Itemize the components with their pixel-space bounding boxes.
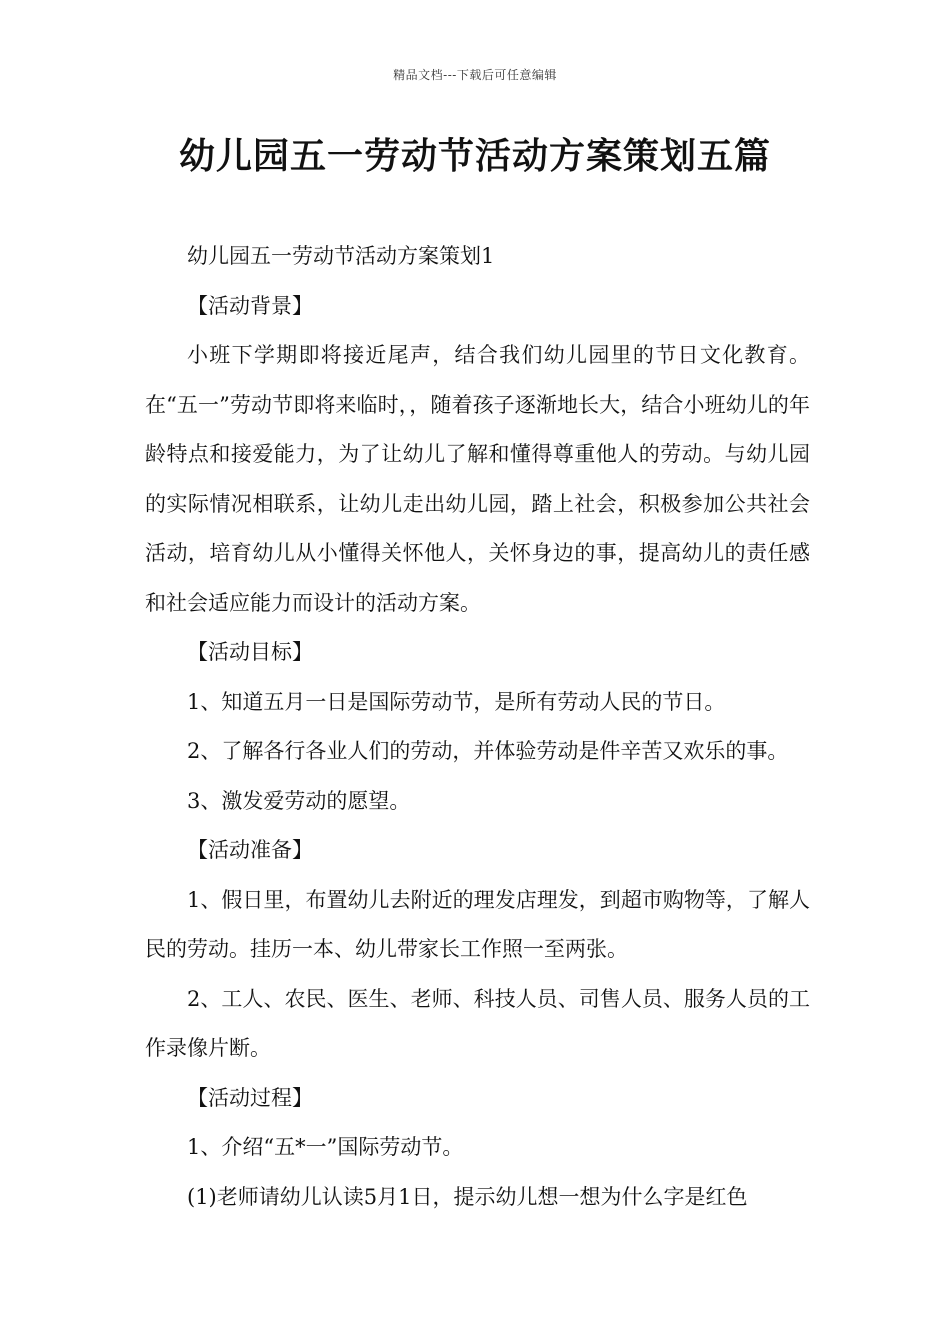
section-title: 幼儿园五一劳动节活动方案策划1 [187, 244, 495, 268]
goal-item-3: 3、激发爱劳动的愿望。 [187, 788, 411, 813]
heading-background: 【活动背景】 [187, 293, 313, 318]
process-subitem-1: (1)老师请幼儿认读5月1日，提示幼儿想一想为什么字是红色 [187, 1184, 748, 1209]
heading-goals: 【活动目标】 [187, 640, 313, 664]
goal-item-2: 2、了解各行各业人们的劳动，并体验劳动是件辛苦又欢乐的事。 [187, 739, 789, 763]
paragraph-background: 小班下学期即将接近尾声，结合我们幼儿园里的节日文化教育。在“五一”劳动节即将来临时，，随着孩子逐渐地长大，结合小班幼儿的年龄特点和接爱能力，为了让幼儿了解和懂得尊重他人的劳动。与幼儿园的实际情况相联系，让幼儿走出幼儿园，踏上社会，积极参加公共社会活动，培育幼儿从小懂得关怀他人，关怀身边的事，提高幼儿的责任感和社会适应能力而设计的活动方案。 [145, 343, 810, 615]
heading-process: 【活动过程】 [187, 1085, 313, 1110]
preparation-item-2: 2、工人、农民、医生、老师、科技人员、司售人员、服务人员的工作录像片断。 [145, 986, 810, 1060]
goal-item-1: 1、知道五月一日是国际劳动节，是所有劳动人民的节日。 [187, 689, 726, 714]
heading-preparation: 【活动准备】 [187, 838, 313, 862]
document-body [145, 232, 810, 1222]
document-title: 幼儿园五一劳动节活动方案策划五篇 [178, 136, 771, 177]
header-note: 精品文档---下载后可任意编辑 [393, 68, 557, 82]
process-item-1: 1、介绍“五*一”国际劳动节。 [187, 1135, 464, 1159]
preparation-item-1: 1、假日里，布置幼儿去附近的理发店理发，到超市购物等，了解人民的劳动。挂历一本、幼儿带家长工作照一至两张。 [145, 887, 810, 961]
